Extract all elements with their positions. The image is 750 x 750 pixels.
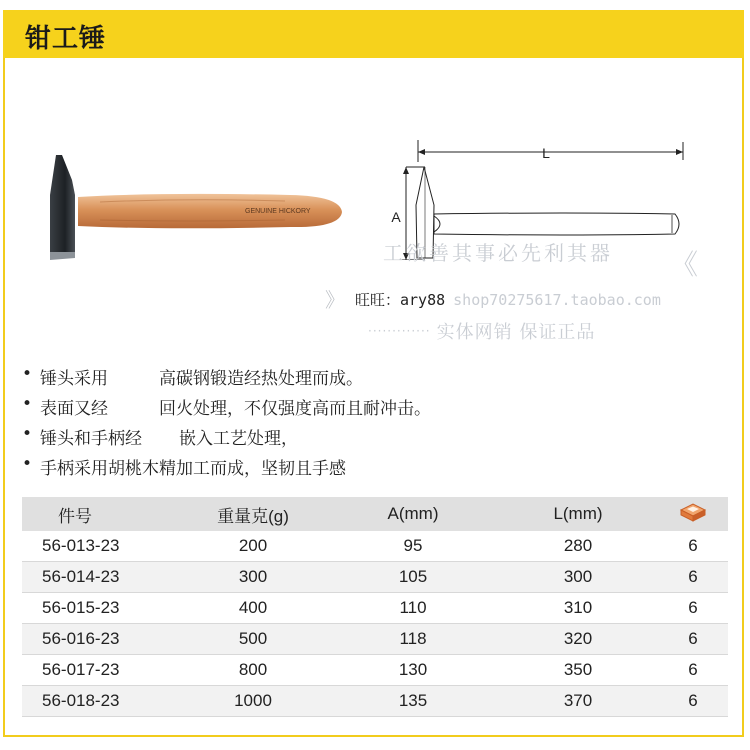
cell-L: 350: [498, 655, 658, 686]
table-row: [22, 562, 728, 593]
cell-part-no: 56-017-23: [22, 655, 178, 686]
cell-weight: 1000: [178, 686, 328, 717]
hammer-photo: [40, 140, 350, 280]
cell-weight: 500: [178, 624, 328, 655]
table-row: [22, 624, 728, 655]
shop-url: shop70275617.taobao.com: [453, 291, 661, 309]
table-row: [22, 593, 728, 624]
col-weight: 重量克(g): [178, 497, 328, 531]
cell-part-no: 56-014-23: [22, 562, 178, 593]
page-title: 钳工锤: [25, 24, 107, 54]
watermark-authentic: [368, 318, 595, 344]
feature-detail: 嵌入工艺处理，: [179, 429, 298, 449]
cell-L: 310: [498, 593, 658, 624]
cell-box-qty: 6: [658, 686, 728, 717]
watermark-chevron: 《: [670, 248, 699, 281]
wangwang-id: 旺旺：ary88: [355, 291, 446, 309]
bullet: •: [22, 454, 33, 474]
cell-A: 135: [328, 686, 498, 717]
dim-A-label: A: [391, 209, 401, 225]
col-part-no: 件号: [22, 497, 178, 531]
cell-A: 95: [328, 531, 498, 562]
cell-L: 320: [498, 624, 658, 655]
cell-A: 105: [328, 562, 498, 593]
cell-A: 130: [328, 655, 498, 686]
cell-L: 280: [498, 531, 658, 562]
feature-lead: 锤头采用: [40, 369, 108, 389]
cell-box-qty: 6: [658, 562, 728, 593]
bullet: •: [22, 424, 33, 444]
table-row: [22, 655, 728, 686]
spec-table: [22, 497, 728, 717]
bullet: •: [22, 364, 33, 384]
cell-part-no: 56-016-23: [22, 624, 178, 655]
cell-A: 110: [328, 593, 498, 624]
cell-weight: 300: [178, 562, 328, 593]
watermark-arrow: 》: [325, 288, 345, 312]
box-icon: [679, 501, 707, 523]
table-header-row: [22, 497, 728, 531]
photo-brand-text: GENUINE HICKORY: [245, 208, 311, 215]
title-bar: [3, 10, 744, 58]
col-L: L(mm): [498, 497, 658, 531]
watermark-dots: ·············: [368, 324, 431, 338]
feature-detail: 回火处理，不仅强度高而且耐冲击。: [159, 399, 431, 419]
cell-part-no: 56-015-23: [22, 593, 178, 624]
table-row: [22, 686, 728, 717]
feature-detail: 精加工而成，坚韧且手感: [159, 459, 346, 479]
cell-box-qty: 6: [658, 593, 728, 624]
cell-weight: 200: [178, 531, 328, 562]
cell-L: 370: [498, 686, 658, 717]
cell-part-no: 56-018-23: [22, 686, 178, 717]
cell-weight: 400: [178, 593, 328, 624]
cell-box-qty: 6: [658, 531, 728, 562]
feature-lead: 表面又经: [40, 399, 108, 419]
cell-L: 300: [498, 562, 658, 593]
cell-box-qty: 6: [658, 624, 728, 655]
cell-box-qty: 6: [658, 655, 728, 686]
col-box-qty: [658, 497, 728, 531]
dim-L-label: L: [542, 145, 550, 161]
watermark-slogan: 工欲善其事必先利其器: [383, 241, 613, 265]
feature-detail: 高碳钢锻造经热处理而成。: [159, 369, 363, 389]
cell-weight: 800: [178, 655, 328, 686]
feature-lead: 手柄采用胡桃木: [40, 459, 159, 479]
feature-lead: 锤头和手柄经: [40, 429, 142, 449]
table-row: [22, 531, 728, 562]
watermark-contact: [325, 284, 661, 313]
col-A: A(mm): [328, 497, 498, 531]
cell-A: 118: [328, 624, 498, 655]
watermark-authentic-text: 实体网销 保证正品: [436, 322, 596, 343]
cell-part-no: 56-013-23: [22, 531, 178, 562]
bullet: •: [22, 394, 33, 414]
